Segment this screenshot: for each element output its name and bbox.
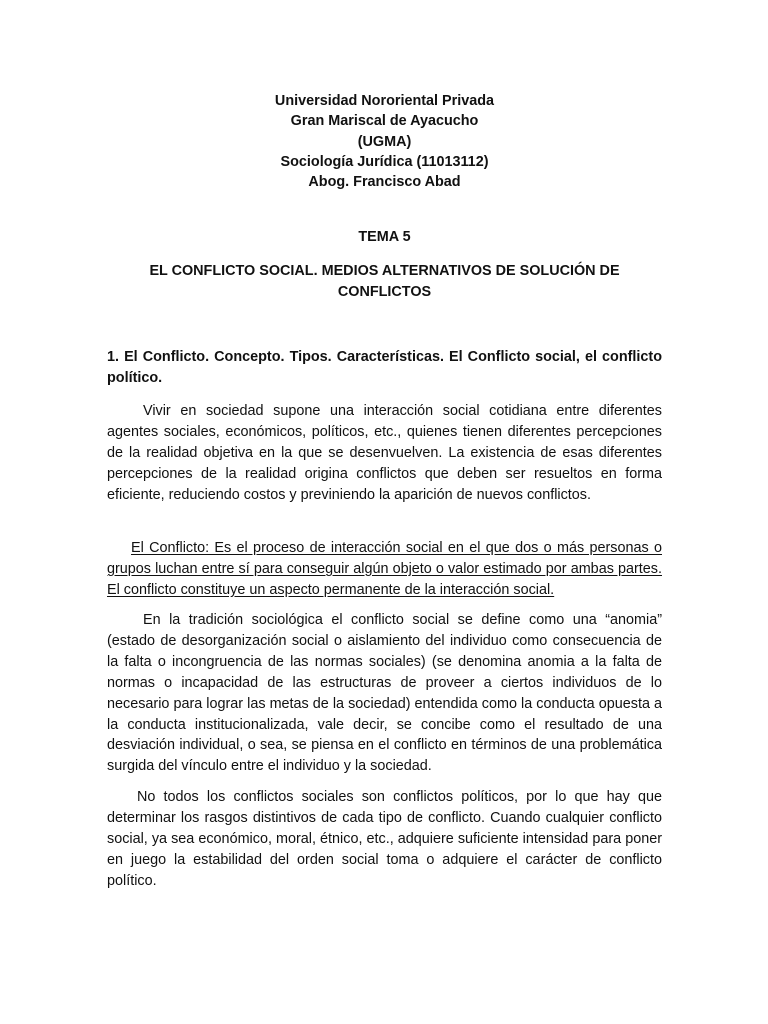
header-professor: Abog. Francisco Abad [308,174,461,191]
section-heading: 1. El Conflicto. Concepto. Tipos. Características. El Conflicto social, el conflicto político. [107,349,662,386]
document-header [107,91,662,192]
header-acronym: (UGMA) [357,133,412,150]
header-university-line: Universidad Nororiental Privada [274,93,495,109]
paragraph-intro: Vivir en sociedad supone una interacción social cotidiana entre diferentes agentes sociales, económicos, políticos, etc., quienes tienen diferentes percepciones de la realidad objetiva en la que se desenvuelven. La existencia de esas diferentes percepciones de la realidad origina conflictos que deben ser resueltos en forma eficiente, reduciendo costos y previniendo la aparición de nuevos conflictos. [107,403,662,503]
header-course: Sociología Jurídica (11013112) [280,153,489,170]
header-university-line-2: Gran Mariscal de Ayacucho [290,113,479,130]
paragraph-anomia: En la tradición sociológica el conflicto social se define como una “anomia” (estado de desorganización social o aislamiento del individuo como consecuencia de la falta o incongruencia de las normas sociales) (se denomina anomia a la falta de normas o incapacidad de las estructuras de proveer a ciertos individuos de lo necesario para lograr las metas de la sociedad) entendida como la conducta opuesta a la conducta institucionalizada, vale decir, se concibe como el resultado de una desviación individual, o sea, se piensa en el conflicto en términos de una problemática surgida del vínculo entre el individuo y la sociedad. [107,612,662,775]
paragraph-political-conflict: No todos los conflictos sociales son conflictos políticos, por lo que hay que determinar los rasgos distintivos de cada tipo de conflicto. Cuando cualquier conflicto social, ya sea económico, moral, étnico, etc., adquiere suficiente intensidad para poner en juego la estabilidad del orden social toma o adquiere el carácter de conflicto político. [107,789,662,889]
topic-number: TEMA 5 [358,229,411,245]
paragraph-definition: El Conflicto: Es el proceso de interacción social en el que dos o más personas o grupos luchan entre sí para conseguir algún objeto o valor estimado por ambas partes. El conflicto constituye un aspecto permanente de la interacción social. [107,540,662,598]
document-title: EL CONFLICTO SOCIAL. MEDIOS ALTERNATIVOS DE SOLUCIÓN DE CONFLICTOS [149,263,620,300]
